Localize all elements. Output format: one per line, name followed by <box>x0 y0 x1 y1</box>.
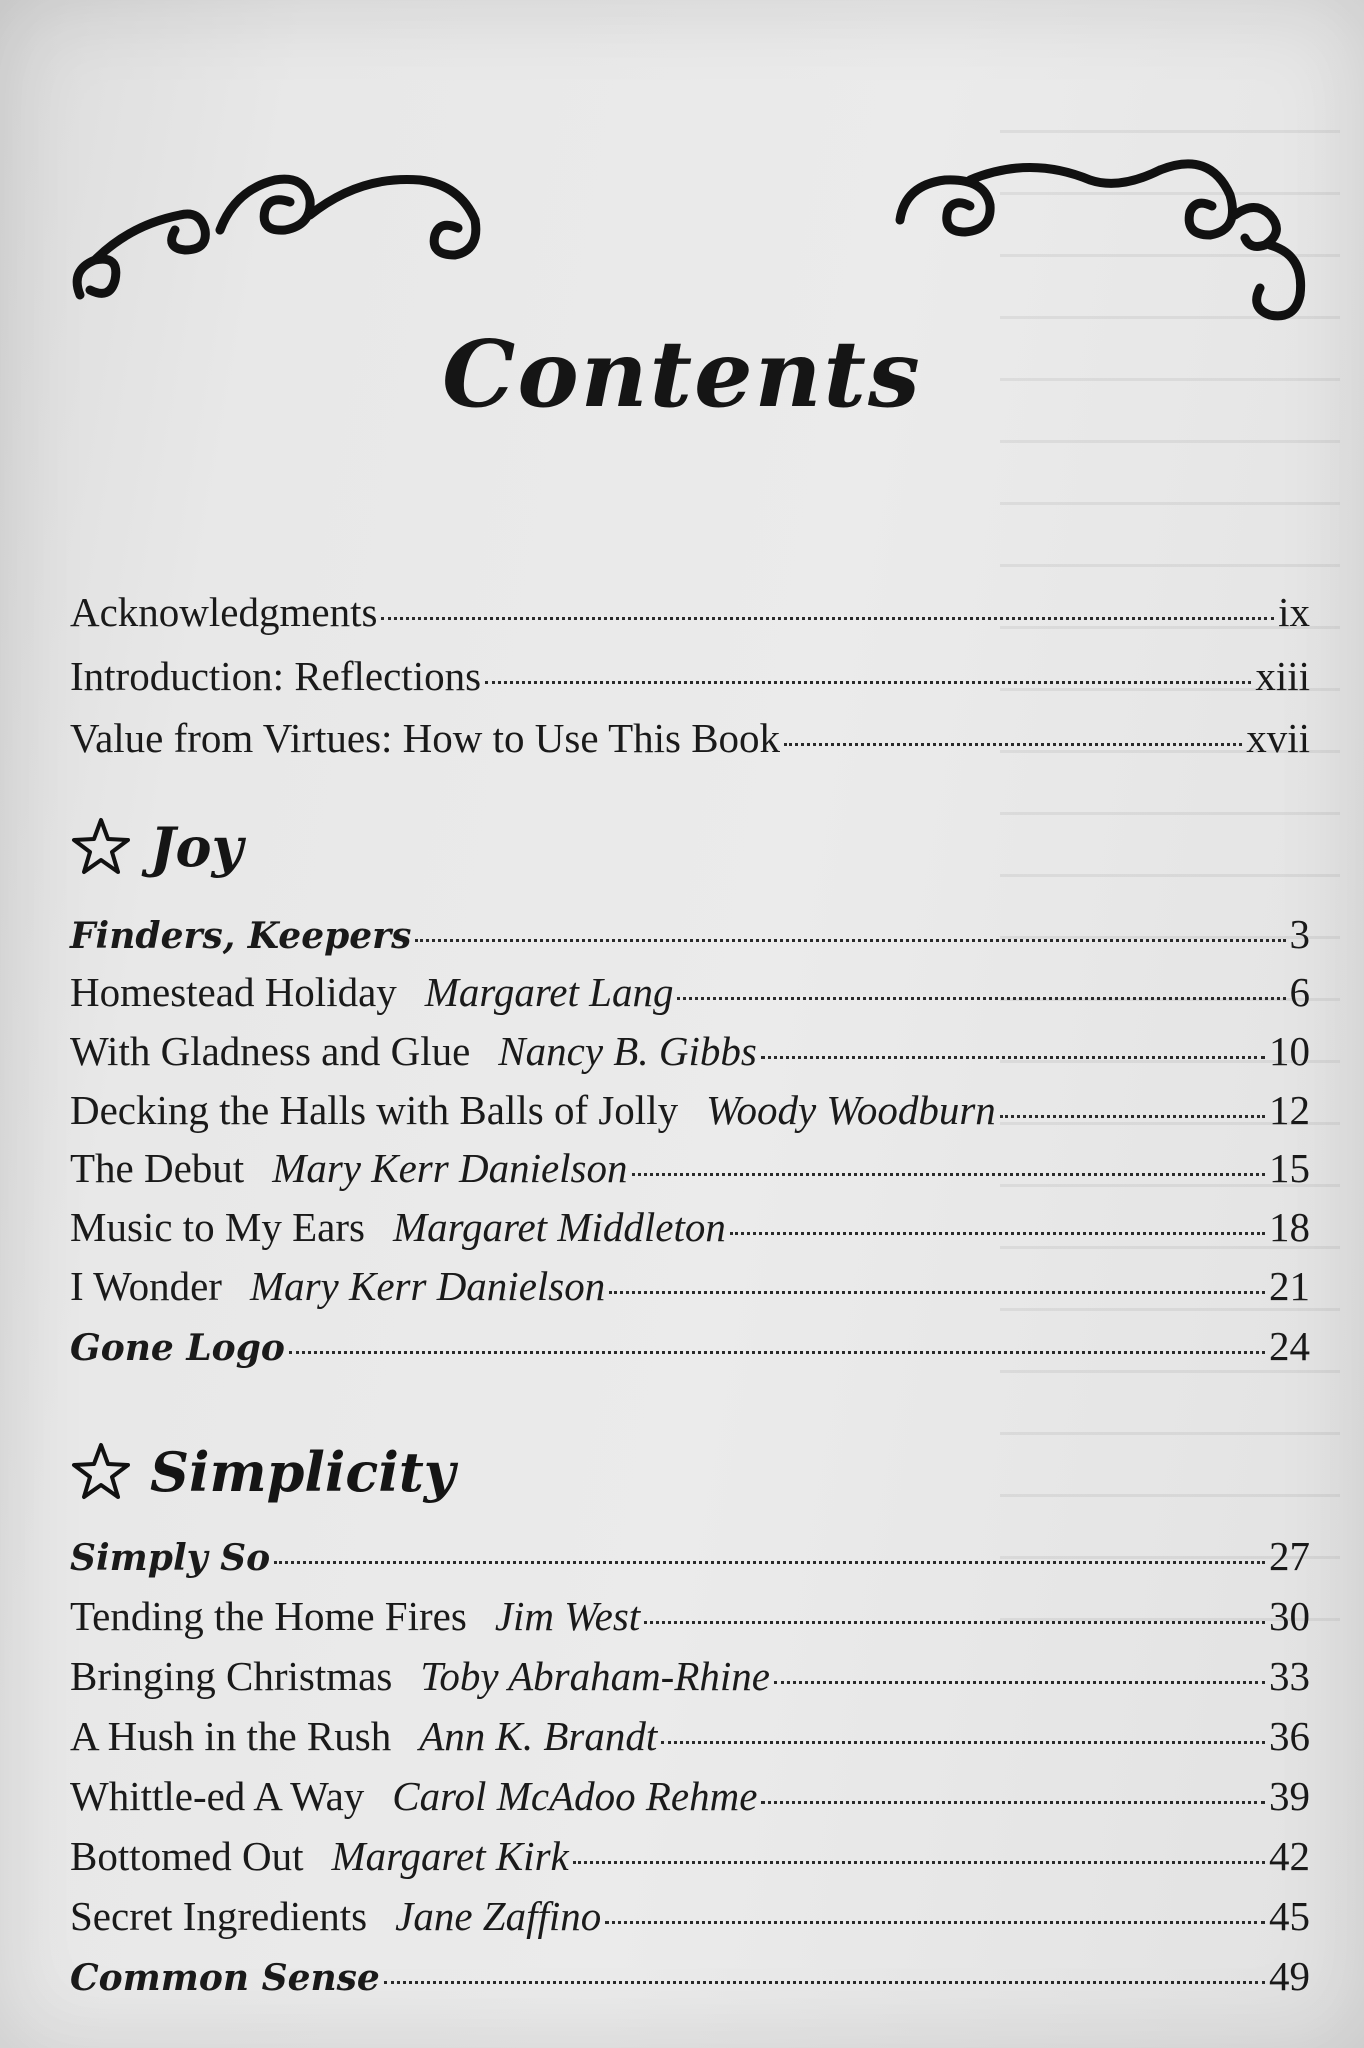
page-number: 30 <box>1269 1593 1310 1639</box>
dot-leader <box>289 1351 1265 1354</box>
page-number: 10 <box>1269 1028 1310 1074</box>
dot-leader <box>384 1981 1265 1984</box>
page-number: 12 <box>1269 1087 1310 1133</box>
page-title: Contents <box>442 320 922 428</box>
toc-entry[interactable] <box>70 1652 1310 1700</box>
dot-leader <box>761 1801 1265 1804</box>
toc-entry[interactable] <box>70 1086 1310 1134</box>
entry-title: Bringing Christmas <box>70 1653 393 1699</box>
entry-title: A Hush in the Rush <box>70 1713 392 1759</box>
page-number: 36 <box>1269 1713 1310 1759</box>
entry-title: Secret Ingredients <box>70 1893 368 1939</box>
dot-leader <box>730 1232 1265 1235</box>
entry-author: Toby Abraham-Rhine <box>420 1653 770 1699</box>
dot-leader <box>632 1173 1265 1176</box>
page-number: 15 <box>1269 1145 1310 1191</box>
page-number: 21 <box>1269 1263 1310 1309</box>
toc-entry[interactable] <box>70 1712 1310 1760</box>
entry-author: Margaret Middleton <box>392 1204 726 1250</box>
toc-entry[interactable] <box>70 652 1310 700</box>
section-name: Joy <box>150 815 243 879</box>
entry-title: Whittle-ed A Way <box>70 1773 365 1819</box>
page-number: 24 <box>1269 1323 1310 1369</box>
entry-title: Finders, Keepers <box>70 915 412 957</box>
toc-entry[interactable] <box>70 588 1310 636</box>
page-number: 42 <box>1269 1833 1310 1879</box>
dot-leader <box>761 1056 1265 1059</box>
section-heading-joy <box>70 815 243 879</box>
entry-title: Acknowledgments <box>70 589 378 635</box>
toc-entry[interactable] <box>70 1262 1310 1310</box>
page-number: 39 <box>1269 1773 1310 1819</box>
dot-leader <box>274 1561 1265 1564</box>
page-number: 18 <box>1269 1204 1310 1250</box>
left-flourish-ornament <box>60 120 520 330</box>
dot-leader <box>774 1681 1265 1684</box>
page-number: 33 <box>1269 1653 1310 1699</box>
toc-entry[interactable] <box>70 1952 1310 2000</box>
dot-leader <box>605 1921 1265 1924</box>
dot-leader <box>784 743 1242 746</box>
entry-title: Introduction: Reflections <box>70 653 482 699</box>
page-number: xvii <box>1246 715 1310 761</box>
entry-title: Simply So <box>70 1537 271 1579</box>
entry-author: Woody Woodburn <box>706 1087 996 1133</box>
entry-author: Ann K. Brandt <box>419 1713 658 1759</box>
page-number: 3 <box>1289 911 1310 957</box>
page-number: 45 <box>1269 1893 1310 1939</box>
section-heading-simplicity <box>70 1440 455 1504</box>
entry-title: Decking the Halls with Balls of Jolly <box>70 1087 679 1133</box>
entry-author: Margaret Lang <box>424 969 674 1015</box>
toc-entry[interactable] <box>70 1832 1310 1880</box>
dot-leader <box>1000 1115 1265 1118</box>
entry-author: Jim West <box>494 1593 641 1639</box>
entry-author: Jane Zaffino <box>395 1893 602 1939</box>
entry-title: Common Sense <box>70 1957 380 1999</box>
entry-author: Margaret Kirk <box>331 1833 569 1879</box>
entry-title: With Gladness and Glue <box>70 1028 471 1074</box>
page-number: 49 <box>1269 1953 1310 1999</box>
toc-entry[interactable] <box>70 1772 1310 1820</box>
star-icon <box>70 816 132 878</box>
star-icon <box>70 1441 132 1503</box>
page-number: ix <box>1278 589 1310 635</box>
entry-title: Music to My Ears <box>70 1204 365 1250</box>
dot-leader <box>573 1861 1265 1864</box>
page-number: 6 <box>1289 969 1310 1015</box>
right-flourish-ornament <box>860 120 1320 330</box>
toc-entry[interactable] <box>70 1592 1310 1640</box>
toc-entry[interactable] <box>70 1322 1310 1370</box>
dot-leader <box>609 1291 1265 1294</box>
toc-entry[interactable] <box>70 1532 1310 1580</box>
entry-author: Carol McAdoo Rehme <box>392 1773 758 1819</box>
entry-title: I Wonder <box>70 1263 222 1309</box>
toc-entry[interactable] <box>70 1144 1310 1192</box>
entry-title: Bottomed Out <box>70 1833 304 1879</box>
page-number: 27 <box>1269 1533 1310 1579</box>
entry-title: Gone Logo <box>70 1327 285 1369</box>
entry-author: Mary Kerr Danielson <box>272 1145 628 1191</box>
dot-leader <box>677 997 1285 1000</box>
entry-author: Mary Kerr Danielson <box>249 1263 606 1309</box>
entry-title: Tending the Home Fires <box>70 1593 467 1639</box>
dot-leader <box>644 1621 1265 1624</box>
entry-author: Nancy B. Gibbs <box>498 1028 757 1074</box>
dot-leader <box>661 1741 1265 1744</box>
entry-title: Value from Virtues: How to Use This Book <box>70 715 781 761</box>
toc-entry[interactable] <box>70 1027 1310 1075</box>
dot-leader <box>381 617 1274 620</box>
dot-leader <box>485 681 1251 684</box>
entry-title: Homestead Holiday <box>70 969 397 1015</box>
toc-entry[interactable] <box>70 910 1310 958</box>
section-name: Simplicity <box>150 1440 456 1504</box>
toc-entry[interactable] <box>70 968 1310 1016</box>
page-number: xiii <box>1255 653 1310 699</box>
dot-leader <box>415 939 1285 942</box>
toc-entry[interactable] <box>70 1203 1310 1251</box>
toc-entry[interactable] <box>70 714 1310 762</box>
toc-entry[interactable] <box>70 1892 1310 1940</box>
entry-title: The Debut <box>70 1145 245 1191</box>
